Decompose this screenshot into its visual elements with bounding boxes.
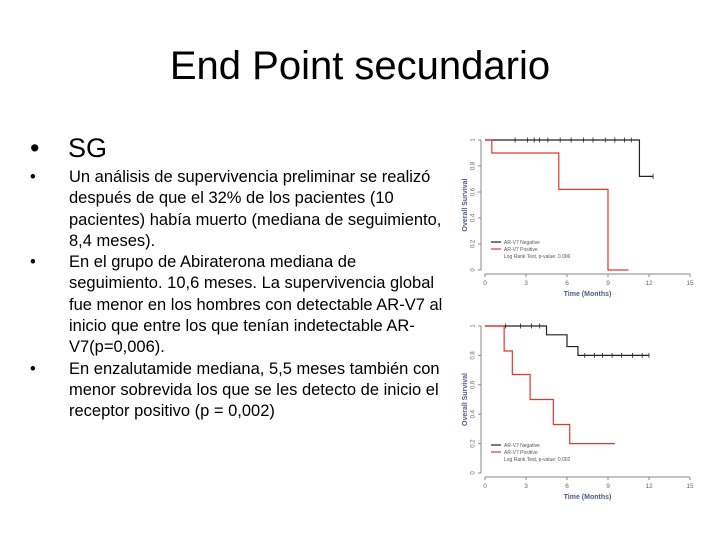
y-tick-label: 0.8 bbox=[470, 161, 477, 171]
curve-negative bbox=[485, 140, 653, 176]
x-tick-label: 12 bbox=[645, 280, 653, 287]
y-tick-label: 0.2 bbox=[470, 239, 477, 249]
y-tick-label: 1 bbox=[470, 138, 477, 142]
y-axis-title: Overall Survival bbox=[462, 178, 469, 232]
x-tick-label: 15 bbox=[686, 483, 694, 490]
y-tick-label: 0 bbox=[470, 268, 477, 272]
y-tick-label: 0.8 bbox=[470, 351, 477, 360]
y-tick-label: 0.4 bbox=[470, 410, 477, 419]
x-axis-title: Time (Months) bbox=[563, 291, 612, 298]
legend-entry: Log Rank Test, p-value: 0.002 bbox=[504, 457, 571, 463]
survival-chart-abiraterone bbox=[455, 132, 700, 300]
x-axis-title: Time (Months) bbox=[563, 494, 612, 501]
x-tick-label: 9 bbox=[606, 280, 610, 287]
y-axis-title: Overall Survival bbox=[462, 373, 469, 426]
bullet-text: En el grupo de Abiraterona mediana de seguimiento. 10,6 meses. La supervivencia global fue menor en los hombres con detectable AR-V7 al inicio que entre los que tenían indetectable AR-V7(p=0,006). bbox=[69, 253, 443, 357]
y-tick-label: 1 bbox=[470, 324, 477, 328]
x-tick-label: 3 bbox=[524, 280, 528, 287]
y-tick-label: 0.4 bbox=[470, 213, 477, 223]
legend-entry: Log Rank Test, p-value: 0.006 bbox=[504, 254, 571, 260]
slide-title: End Point secundario bbox=[169, 44, 551, 88]
y-tick-label: 0.2 bbox=[470, 439, 477, 448]
y-tick-label: 0.6 bbox=[470, 187, 477, 197]
x-tick-label: 0 bbox=[483, 280, 487, 287]
x-tick-label: 0 bbox=[483, 483, 487, 490]
curve-positive bbox=[485, 326, 615, 444]
x-tick-label: 3 bbox=[524, 483, 528, 490]
x-tick-label: 6 bbox=[565, 280, 569, 287]
bullet-list bbox=[30, 167, 450, 423]
survival-chart-enzalutamide bbox=[455, 318, 700, 508]
legend-entry: AR-V7 Negative bbox=[504, 443, 540, 449]
heading-label: SG bbox=[68, 133, 108, 163]
y-tick-label: 0.6 bbox=[470, 380, 477, 389]
heading-row bbox=[30, 132, 107, 164]
bullet-dot: • bbox=[30, 168, 36, 186]
legend-entry: AR-V7 Negative bbox=[504, 240, 540, 246]
bullet-text: En enzalutamide mediana, 5,5 meses también con menor sobrevida los que se les detecto de inicio el receptor positivo (p = 0,002) bbox=[69, 359, 440, 421]
x-tick-label: 15 bbox=[686, 280, 694, 287]
heading-bullet: • bbox=[30, 133, 40, 163]
legend-entry: AR-V7 Positive bbox=[504, 450, 538, 456]
bullet-text: Un análisis de supervivencia preliminar se realizó después de que el 32% de los pacientes (10 pacientes) había muerto (mediana de seguimiento, 8,4 meses). bbox=[69, 168, 442, 250]
x-tick-label: 6 bbox=[565, 483, 569, 490]
bullet-item bbox=[30, 167, 450, 252]
x-tick-label: 9 bbox=[606, 483, 610, 490]
bullet-dot: • bbox=[30, 253, 36, 272]
y-tick-label: 0 bbox=[470, 471, 477, 475]
bullet-dot: • bbox=[30, 359, 36, 378]
bullet-item bbox=[30, 359, 450, 423]
x-tick-label: 12 bbox=[645, 483, 653, 490]
bullet-item bbox=[30, 252, 450, 358]
legend-entry: AR-V7 Positive bbox=[504, 247, 538, 253]
